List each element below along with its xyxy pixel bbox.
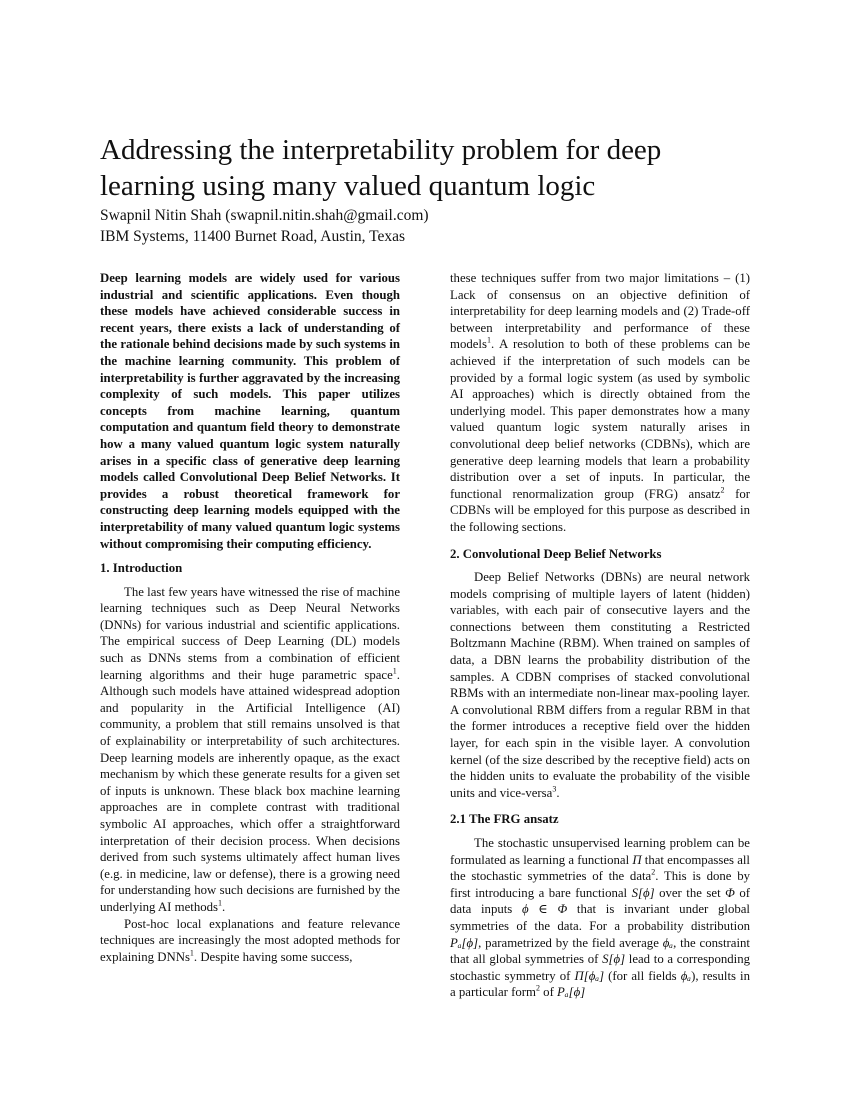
author-line: Swapnil Nitin Shah (swapnil.nitin.shah@gmail.com) — [100, 207, 429, 224]
math-symbol: ϕₐ — [680, 968, 692, 983]
citation-ref: 2 — [720, 485, 725, 495]
abstract: Deep learning models are widely used for various industrial and scientific applications. Even though these models have achieved considerable success in recent years, there exists a lack of understanding of the rationale behind decisions made by such systems in the machine learning community. This problem of interpretability is further aggravated by the increasing complexity of such models. This paper utilizes concepts from machine learning, quantum computation and quantum field theory to demonstrate how a many valued quantum logic system naturally arises in a specific class of generative deep learning models called Convolutional Deep Belief Networks. It provides a robust theoretical framework for constructing deep learning models equipped with the interpretability of many valued quantum logic systems without compromising their computing efficiency. — [100, 271, 400, 551]
intro-continuation: these techniques suffer from two major limitations – (1) Lack of consensus on an objective definition of interpretability for deep learning models and (2) Trade-off between interpretability and performance of these models$^1$. A resolution to both of these problems can be achieved if the interpretation of such models can be provided by a formal logic system (as used by symbolic AI approaches) which is directly obtained from the underlying model. This paper demonstrates how a many valued quantum logic system naturally arises in convolutional deep belief networks (CDBNs), which are generative deep learning models that learn a probability distribution over a set of inputs. In particular, the functional renormalization group (FRG) ansatz$^2$ for CDBNs will be employed for this purpose as described in the following sections. — [450, 271, 751, 534]
author-block — [100, 205, 760, 247]
citation-ref: 2 — [535, 984, 540, 994]
section-heading-introduction: 1. Introduction — [100, 561, 183, 576]
math-symbol: ϕ ∈ Φ — [521, 902, 568, 917]
paper-title: Addressing the interpretability problem for deep learning using many valued quantum logic — [100, 134, 662, 202]
intro-paragraph-1: The last few years have witnessed the rise of machine learning techniques such as Deep Neural Networks (DNNs) for various industrial and scientific applications. The empirical success of Deep Learning (DL) models such as DNNs stems from a combination of efficient learning algorithms and their huge parametric space$^1$. Although such models have attained widespread adoption and popularity in the Artificial Intelligence (AI) community, a problem that still remains unsolved is that of explainability or interpretability of such architectures. Deep learning models are inherently opaque, as the exact mechanism by which these generate results for a given set of inputs is unknown. These black box machine learning approaches are in complete contrast with traditional symbolic AI approaches, which offer a straightforward interpretation of their decision process. When decisions derived from such systems ultimately affect human lives (e.g. in medicine, law or defense), there is a growing need for understanding how such decisions are furnished by the underlying AI methods$^1$. — [100, 584, 400, 914]
citation-ref: 2 — [651, 867, 656, 877]
math-symbol: Φ — [725, 885, 735, 900]
math-symbol: Pₐ[ϕ] — [450, 935, 479, 950]
affiliation: IBM Systems, 11400 Burnet Road, Austin, Texas — [100, 228, 406, 245]
citation-ref: 3 — [552, 784, 557, 794]
math-symbol: ϕₐ — [662, 935, 674, 950]
math-symbol: Π[ϕₐ] — [574, 968, 605, 983]
math-symbol: Pₐ[ϕ] — [557, 985, 586, 1000]
right-column — [450, 270, 750, 1001]
citation-ref: 1 — [486, 336, 491, 346]
math-symbol: S[ϕ] — [602, 952, 626, 967]
section-heading-cdbn: 2. Convolutional Deep Belief Networks — [450, 546, 662, 561]
intro-paragraph-2: Post-hoc local explanations and feature relevance techniques are increasingly the most adopted methods for explaining DNNs$^1$. Despite having some success, — [100, 916, 400, 964]
left-column — [100, 270, 400, 965]
citation-ref: 1 — [189, 948, 194, 958]
frg-paragraph: The stochastic unsupervised learning problem can be formulated as learning a functional Π that encompasses all the stochastic symmetries of the data$^2$. This is done by first introducing a bare functional S[ϕ] over the set Φ of data inputs ϕ ∈ Φ that is invariant under global symmetries of the data. For a probability distribution Pₐ[ϕ], parametrized by the field average ϕₐ, the constraint that all global symmetries of S[ϕ] lead to a corresponding stochastic symmetry of Π[ϕₐ] (for all fields ϕₐ), results in a particular form$^2$ of Pₐ[ϕ] — [450, 836, 751, 1000]
citation-ref: 1 — [218, 898, 223, 908]
math-symbol: Π — [632, 852, 642, 867]
math-symbol: S[ϕ] — [631, 885, 655, 900]
section-heading-frg-ansatz: 2.1 The FRG ansatz — [450, 812, 559, 827]
citation-ref: 1 — [392, 666, 397, 676]
cdbn-paragraph: Deep Belief Networks (DBNs) are neural network models comprising of multiple layers of latent (hidden) variables, with each pair of consecutive layers and the connections between them constituting a Restricted Boltzmann Machine (RBM). When trained on samples of data, a DBN learns the probability distribution of the samples. A CDBN comprises of stacked convolutional RBMs with an intermediate non-linear max-pooling layer. A convolutional RBM differs from a regular RBM in that the former introduces a receptive field over the hidden layer, for each spin in the visible layer. A convolution kernel (of the size described by the receptive field) acts on the hidden units to evaluate the probability of the visible units and vice-versa$^3$. — [450, 570, 750, 800]
